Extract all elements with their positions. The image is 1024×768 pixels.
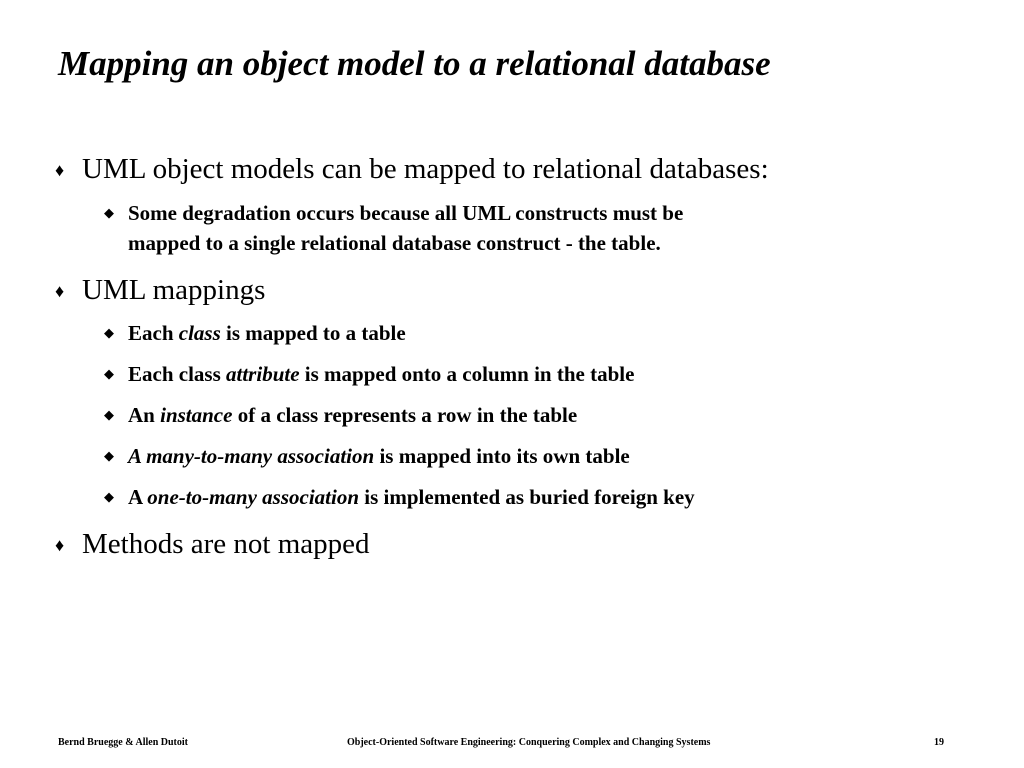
diamond-subbullet-icon: ◆ xyxy=(104,205,114,220)
subbullet-one-to-many xyxy=(104,482,695,512)
subbullet-term: class xyxy=(178,321,221,345)
bullet-text: Methods are not mapped xyxy=(82,528,370,560)
subbullet-attribute-mapped xyxy=(104,359,635,389)
subbullet-term: attribute xyxy=(226,362,300,386)
diamond-bullet-icon: ♦ xyxy=(55,160,65,180)
subbullet-text-pre: Each class xyxy=(128,362,227,386)
diamond-bullet-icon: ♦ xyxy=(55,535,65,555)
diamond-subbullet-icon: ◆ xyxy=(104,407,114,422)
subbullet-text-pre: An xyxy=(128,403,161,427)
subbullet-line-2: mapped to a single relational database construct - the table. xyxy=(128,231,661,255)
subbullet-term: one-to-many association xyxy=(147,485,360,509)
bullet-uml-object-models xyxy=(55,152,769,186)
subbullet-text-pre: Each xyxy=(128,321,179,345)
subbullet-term: instance xyxy=(160,403,233,427)
bullet-uml-mappings xyxy=(55,273,266,307)
subbullet-text-post: is implemented as buried foreign key xyxy=(359,485,695,509)
subbullet-text-post: is mapped into its own table xyxy=(374,444,630,468)
subbullet-line-1: Some degradation occurs because all UML constructs must be xyxy=(128,201,684,225)
bullet-methods-not-mapped xyxy=(55,527,370,561)
subbullet-text-post: of a class represents a row in the table xyxy=(232,403,578,427)
slide-title: Mapping an object model to a relational database xyxy=(58,44,771,83)
subbullet-text-pre: A xyxy=(128,485,148,509)
footer-book-title: Object-Oriented Software Engineering: Conquering Complex and Changing Systems xyxy=(347,737,711,748)
diamond-subbullet-icon: ◆ xyxy=(104,448,114,463)
subbullet-text-post: is mapped to a table xyxy=(220,321,406,345)
diamond-subbullet-icon: ◆ xyxy=(104,325,114,340)
subbullet-term: A many-to-many association xyxy=(128,444,375,468)
subbullet-text-post: is mapped onto a column in the table xyxy=(299,362,635,386)
subbullet-degradation xyxy=(104,198,684,258)
bullet-text: UML mappings xyxy=(82,274,266,306)
footer-authors: Bernd Bruegge & Allen Dutoit xyxy=(58,737,188,748)
bullet-text: UML object models can be mapped to relational databases: xyxy=(82,153,769,185)
subbullet-many-to-many xyxy=(104,441,630,471)
subbullet-instance-row xyxy=(104,400,578,430)
diamond-subbullet-icon: ◆ xyxy=(104,366,114,381)
footer-page-number: 19 xyxy=(934,737,944,748)
diamond-subbullet-icon: ◆ xyxy=(104,489,114,504)
diamond-bullet-icon: ♦ xyxy=(55,281,65,301)
subbullet-class-mapped xyxy=(104,318,406,348)
